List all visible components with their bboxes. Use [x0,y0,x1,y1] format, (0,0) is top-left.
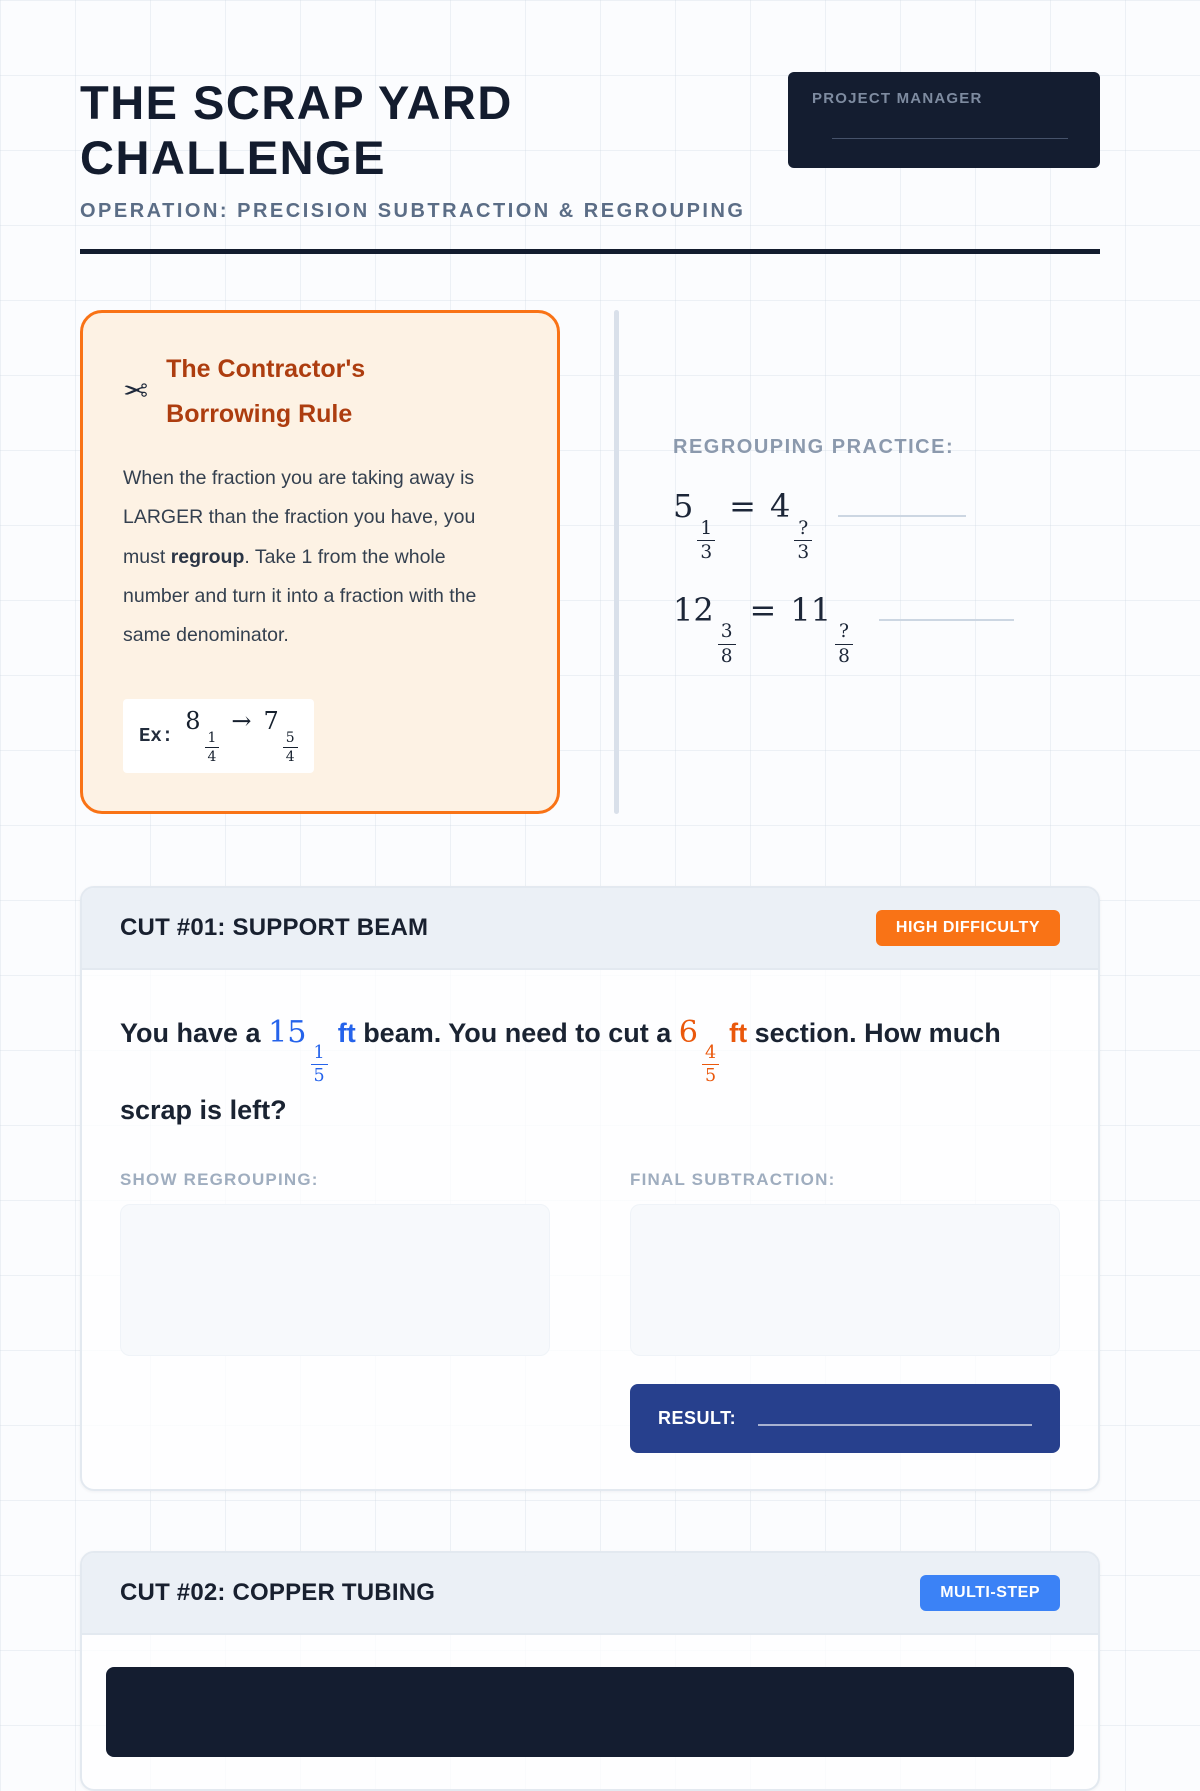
page-subtitle: OPERATION: PRECISION SUBTRACTION & REGROUPING [80,199,746,222]
project-manager-name-blank[interactable] [832,137,1068,139]
beam-length-fraction: 15 $\frac{1}{5}$ [268,1015,328,1050]
regrouping-column [120,1170,550,1356]
regrouping-practice-section [673,310,1100,814]
result-answer-blank[interactable] [758,1412,1032,1426]
cut-02-body [82,1635,1098,1789]
cut-01-problem-text: You have a 15 $\frac{1}{5}$ ft beam. You need to cut a 6 $\frac{4}{5}$ ft section. How much scrap is left? [120,1015,1001,1125]
fraction: $\frac{?}{3}$ [794,519,812,563]
final-subtraction-label: FINAL SUBTRACTION: [630,1170,836,1190]
work-area-grid [120,1170,1060,1356]
rule-callout-header [123,347,517,437]
borrowing-rule-callout [80,310,560,814]
header-divider [80,249,1100,254]
fraction: $\frac{?}{8}$ [835,622,853,666]
page-title [80,76,720,186]
rule-example-label: Ex: [139,725,174,748]
fraction: $\frac{1}{3}$ [697,519,715,563]
arrow-icon: → [231,707,252,736]
result-label: RESULT: [658,1408,737,1429]
practice-answer-blank-1[interactable] [838,483,966,517]
subtraction-column [630,1170,1060,1356]
cut-01-title: CUT #01: SUPPORT BEAM [120,914,429,942]
cut-01-difficulty-badge: HIGH DIFFICULTY [876,910,1060,946]
practice-heading: REGROUPING PRACTICE: [673,435,955,458]
rule-title-line1: The Contractor's [166,354,366,383]
fraction: $\frac{5}{4}$ [283,731,298,765]
cut-length-fraction: 6 $\frac{4}{5}$ [679,1015,719,1050]
project-manager-label: PROJECT MANAGER [812,90,983,107]
beam-unit: ft [337,1018,356,1049]
rule-and-practice-row [80,310,1100,814]
rule-body-text: When the fraction you are taking away is LARGER than the fraction you have, you must regroup. Take 1 from the whole number and turn it into a fraction with the same denominator. [123,466,477,647]
cut-unit: ft [729,1018,748,1049]
rule-example-math: 8 $\frac{1}{4}$ → 7 $\frac{5}{4}$ [185,707,297,765]
rule-callout-title [166,347,365,437]
show-regrouping-workbox[interactable] [120,1204,550,1356]
cut-02-dark-panel [106,1667,1074,1757]
vertical-divider [614,310,619,814]
practice-answer-blank-2[interactable] [879,587,1014,621]
cut-02-header [82,1553,1098,1635]
rule-body-emphasis: regroup [170,545,245,568]
cut-02-title: CUT #02: COPPER TUBING [120,1579,436,1607]
result-row [120,1384,1060,1453]
page-title-line1: THE SCRAP YARD [80,76,513,129]
cut-02-card [80,1551,1100,1791]
fraction: $\frac{4}{5}$ [702,1044,719,1086]
cut-01-body [82,970,1098,1489]
fraction: $\frac{1}{5}$ [311,1044,328,1086]
result-box [630,1384,1060,1453]
rule-example [123,699,314,773]
cut-02-difficulty-badge: MULTI-STEP [920,1575,1060,1611]
fraction: $\frac{1}{4}$ [205,731,220,765]
final-subtraction-workbox[interactable] [630,1204,1060,1356]
page-title-line2: CHALLENGE [80,130,386,184]
scissors-icon: ✂ [123,375,149,409]
show-regrouping-label: SHOW REGROUPING: [120,1170,319,1190]
fraction: $\frac{3}{8}$ [718,622,736,666]
project-manager-box [788,72,1100,168]
rule-title-line2: Borrowing Rule [166,399,353,428]
cut-01-header [82,888,1098,970]
header [80,0,1100,254]
practice-problem-2: 12 $\frac{3}{8}$ = 11 $\frac{?}{8}$ [673,587,1100,667]
cut-01-card [80,886,1100,1491]
practice-problem-1: 5 $\frac{1}{3}$ = 4 $\frac{?}{3}$ [673,483,1100,563]
